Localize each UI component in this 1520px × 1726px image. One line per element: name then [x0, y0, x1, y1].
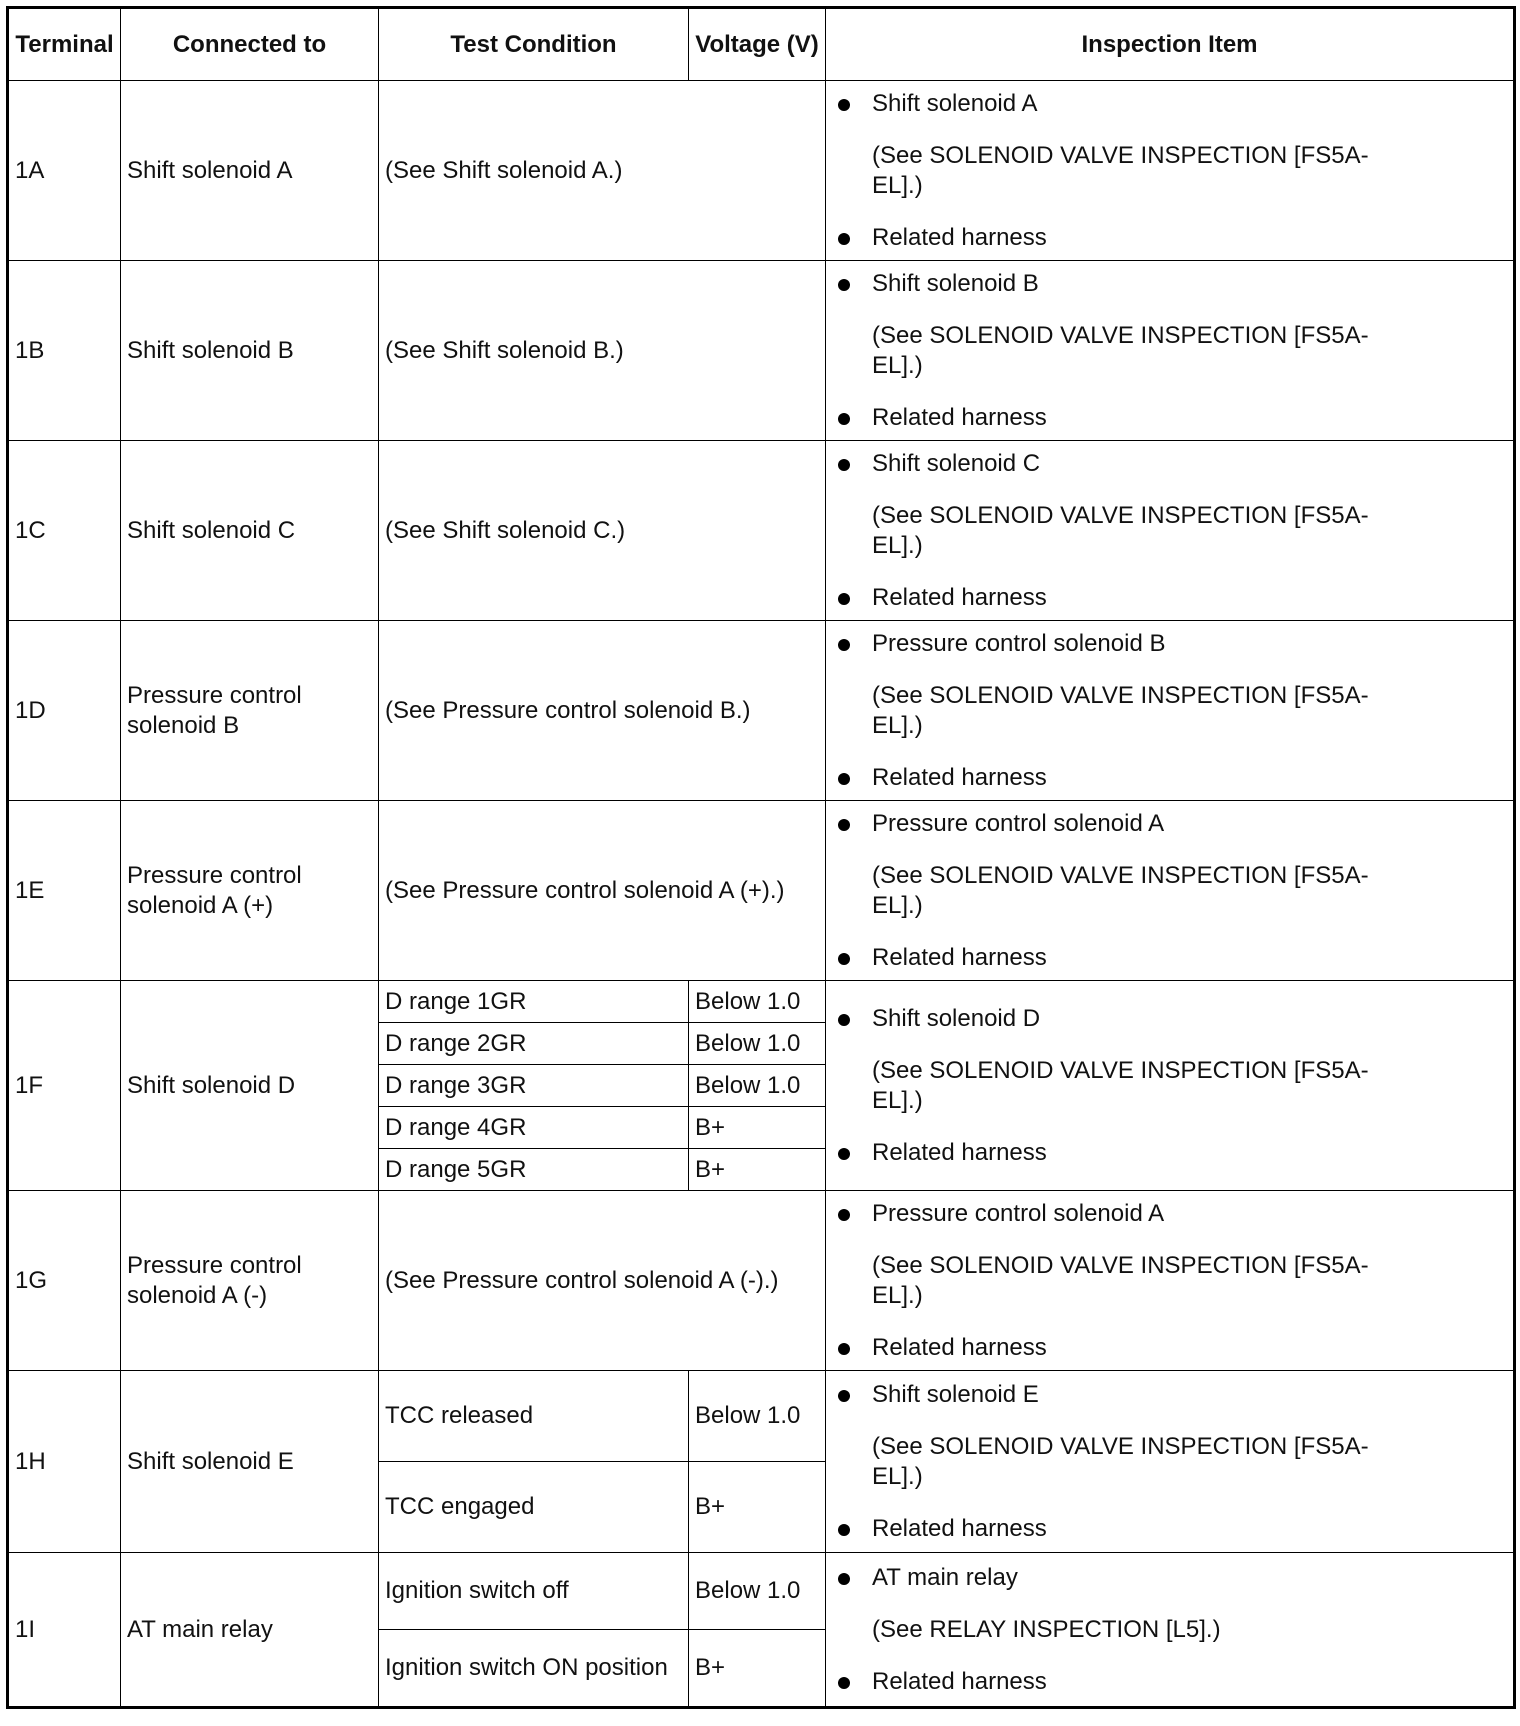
terminal-cell: 1C	[8, 441, 121, 621]
table-row-1a	[8, 81, 1515, 261]
header-inspection-item: Inspection Item	[826, 8, 1515, 81]
terminal-voltage-table	[6, 6, 1516, 1709]
connected-to-cell: Pressure control solenoid B	[121, 621, 379, 801]
terminal-cell: 1H	[8, 1371, 121, 1553]
inspection-reference: (See SOLENOID VALVE INSPECTION [FS5A-EL].)	[872, 1251, 1369, 1309]
terminal-cell: 1G	[8, 1191, 121, 1371]
test-condition-cell: Ignition switch ON position	[379, 1630, 689, 1708]
terminal-inspection-document	[6, 6, 1513, 1720]
inspection-cell	[826, 1371, 1515, 1553]
inspection-reference: (See SOLENOID VALVE INSPECTION [FS5A-EL].)	[872, 681, 1369, 739]
inspection-item: Shift solenoid B	[832, 269, 1507, 299]
terminal-cell: 1E	[8, 801, 121, 981]
header-voltage: Voltage (V)	[689, 8, 826, 81]
table-row-1h	[8, 1371, 1515, 1462]
test-condition-cell: D range 3GR	[379, 1065, 689, 1107]
inspection-cell	[826, 261, 1515, 441]
inspection-item: Pressure control solenoid A	[832, 1199, 1507, 1229]
inspection-item: Shift solenoid C	[832, 449, 1507, 479]
table-row-1e	[8, 801, 1515, 981]
connected-to-cell: Shift solenoid C	[121, 441, 379, 621]
inspection-cell	[826, 1553, 1515, 1708]
inspection-item: Pressure control solenoid B	[832, 629, 1507, 659]
connected-to-cell: AT main relay	[121, 1553, 379, 1708]
related-harness: Related harness	[832, 1138, 1507, 1168]
voltage-cell: Below 1.0	[689, 1371, 826, 1462]
connected-to-cell: Shift solenoid A	[121, 81, 379, 261]
header-connected-to: Connected to	[121, 8, 379, 81]
connected-to-cell: Pressure control solenoid A (+)	[121, 801, 379, 981]
voltage-cell: B+	[689, 1149, 826, 1191]
inspection-cell	[826, 441, 1515, 621]
table-row-1g	[8, 1191, 1515, 1371]
voltage-cell: Below 1.0	[689, 1023, 826, 1065]
inspection-cell	[826, 81, 1515, 261]
connected-to-cell: Pressure control solenoid A (-)	[121, 1191, 379, 1371]
voltage-cell: Below 1.0	[689, 1065, 826, 1107]
related-harness: Related harness	[832, 223, 1507, 253]
connected-to-cell: Shift solenoid B	[121, 261, 379, 441]
voltage-cell: B+	[689, 1107, 826, 1149]
test-condition-cell: TCC released	[379, 1371, 689, 1462]
related-harness: Related harness	[832, 763, 1507, 793]
test-condition-cell: (See Pressure control solenoid B.)	[379, 621, 826, 801]
inspection-item: Pressure control solenoid A	[832, 809, 1507, 839]
inspection-reference: (See RELAY INSPECTION [L5].)	[872, 1615, 1221, 1643]
test-condition-cell: (See Shift solenoid A.)	[379, 81, 826, 261]
table-row-1b	[8, 261, 1515, 441]
inspection-cell	[826, 981, 1515, 1191]
header-terminal: Terminal	[8, 8, 121, 81]
connected-to-cell: Shift solenoid E	[121, 1371, 379, 1553]
test-condition-cell: (See Pressure control solenoid A (+).)	[379, 801, 826, 981]
voltage-cell: B+	[689, 1462, 826, 1553]
voltage-cell: B+	[689, 1630, 826, 1708]
test-condition-cell: (See Shift solenoid B.)	[379, 261, 826, 441]
inspection-reference: (See SOLENOID VALVE INSPECTION [FS5A-EL].)	[872, 861, 1369, 919]
inspection-reference: (See SOLENOID VALVE INSPECTION [FS5A-EL].)	[872, 501, 1369, 559]
connected-to-cell: Shift solenoid D	[121, 981, 379, 1191]
related-harness: Related harness	[832, 1333, 1507, 1363]
related-harness: Related harness	[832, 583, 1507, 613]
test-condition-cell: TCC engaged	[379, 1462, 689, 1553]
table-header-row	[8, 8, 1515, 81]
inspection-cell	[826, 621, 1515, 801]
voltage-cell: Below 1.0	[689, 981, 826, 1023]
test-condition-cell: D range 1GR	[379, 981, 689, 1023]
voltage-cell: Below 1.0	[689, 1553, 826, 1630]
related-harness: Related harness	[832, 1514, 1507, 1544]
related-harness: Related harness	[832, 943, 1507, 973]
header-test-condition: Test Condition	[379, 8, 689, 81]
test-condition-cell: Ignition switch off	[379, 1553, 689, 1630]
terminal-cell: 1D	[8, 621, 121, 801]
test-condition-cell: (See Shift solenoid C.)	[379, 441, 826, 621]
test-condition-cell: D range 5GR	[379, 1149, 689, 1191]
inspection-reference: (See SOLENOID VALVE INSPECTION [FS5A-EL].)	[872, 1056, 1369, 1114]
terminal-cell: 1F	[8, 981, 121, 1191]
table-row-1f	[8, 981, 1515, 1023]
inspection-item: Shift solenoid E	[832, 1380, 1507, 1410]
inspection-reference: (See SOLENOID VALVE INSPECTION [FS5A-EL].)	[872, 1432, 1369, 1490]
inspection-item: AT main relay	[832, 1563, 1507, 1593]
terminal-cell: 1I	[8, 1553, 121, 1708]
inspection-cell	[826, 1191, 1515, 1371]
related-harness: Related harness	[832, 1667, 1507, 1697]
table-row-1i	[8, 1553, 1515, 1630]
inspection-item: Shift solenoid D	[832, 1004, 1507, 1034]
terminal-cell: 1B	[8, 261, 121, 441]
related-harness: Related harness	[832, 403, 1507, 433]
inspection-cell	[826, 801, 1515, 981]
table-row-1c	[8, 441, 1515, 621]
test-condition-cell: D range 2GR	[379, 1023, 689, 1065]
test-condition-cell: (See Pressure control solenoid A (-).)	[379, 1191, 826, 1371]
inspection-reference: (See SOLENOID VALVE INSPECTION [FS5A-EL].)	[872, 141, 1369, 199]
inspection-item: Shift solenoid A	[832, 89, 1507, 119]
terminal-cell: 1A	[8, 81, 121, 261]
table-row-1d	[8, 621, 1515, 801]
inspection-reference: (See SOLENOID VALVE INSPECTION [FS5A-EL].)	[872, 321, 1369, 379]
test-condition-cell: D range 4GR	[379, 1107, 689, 1149]
